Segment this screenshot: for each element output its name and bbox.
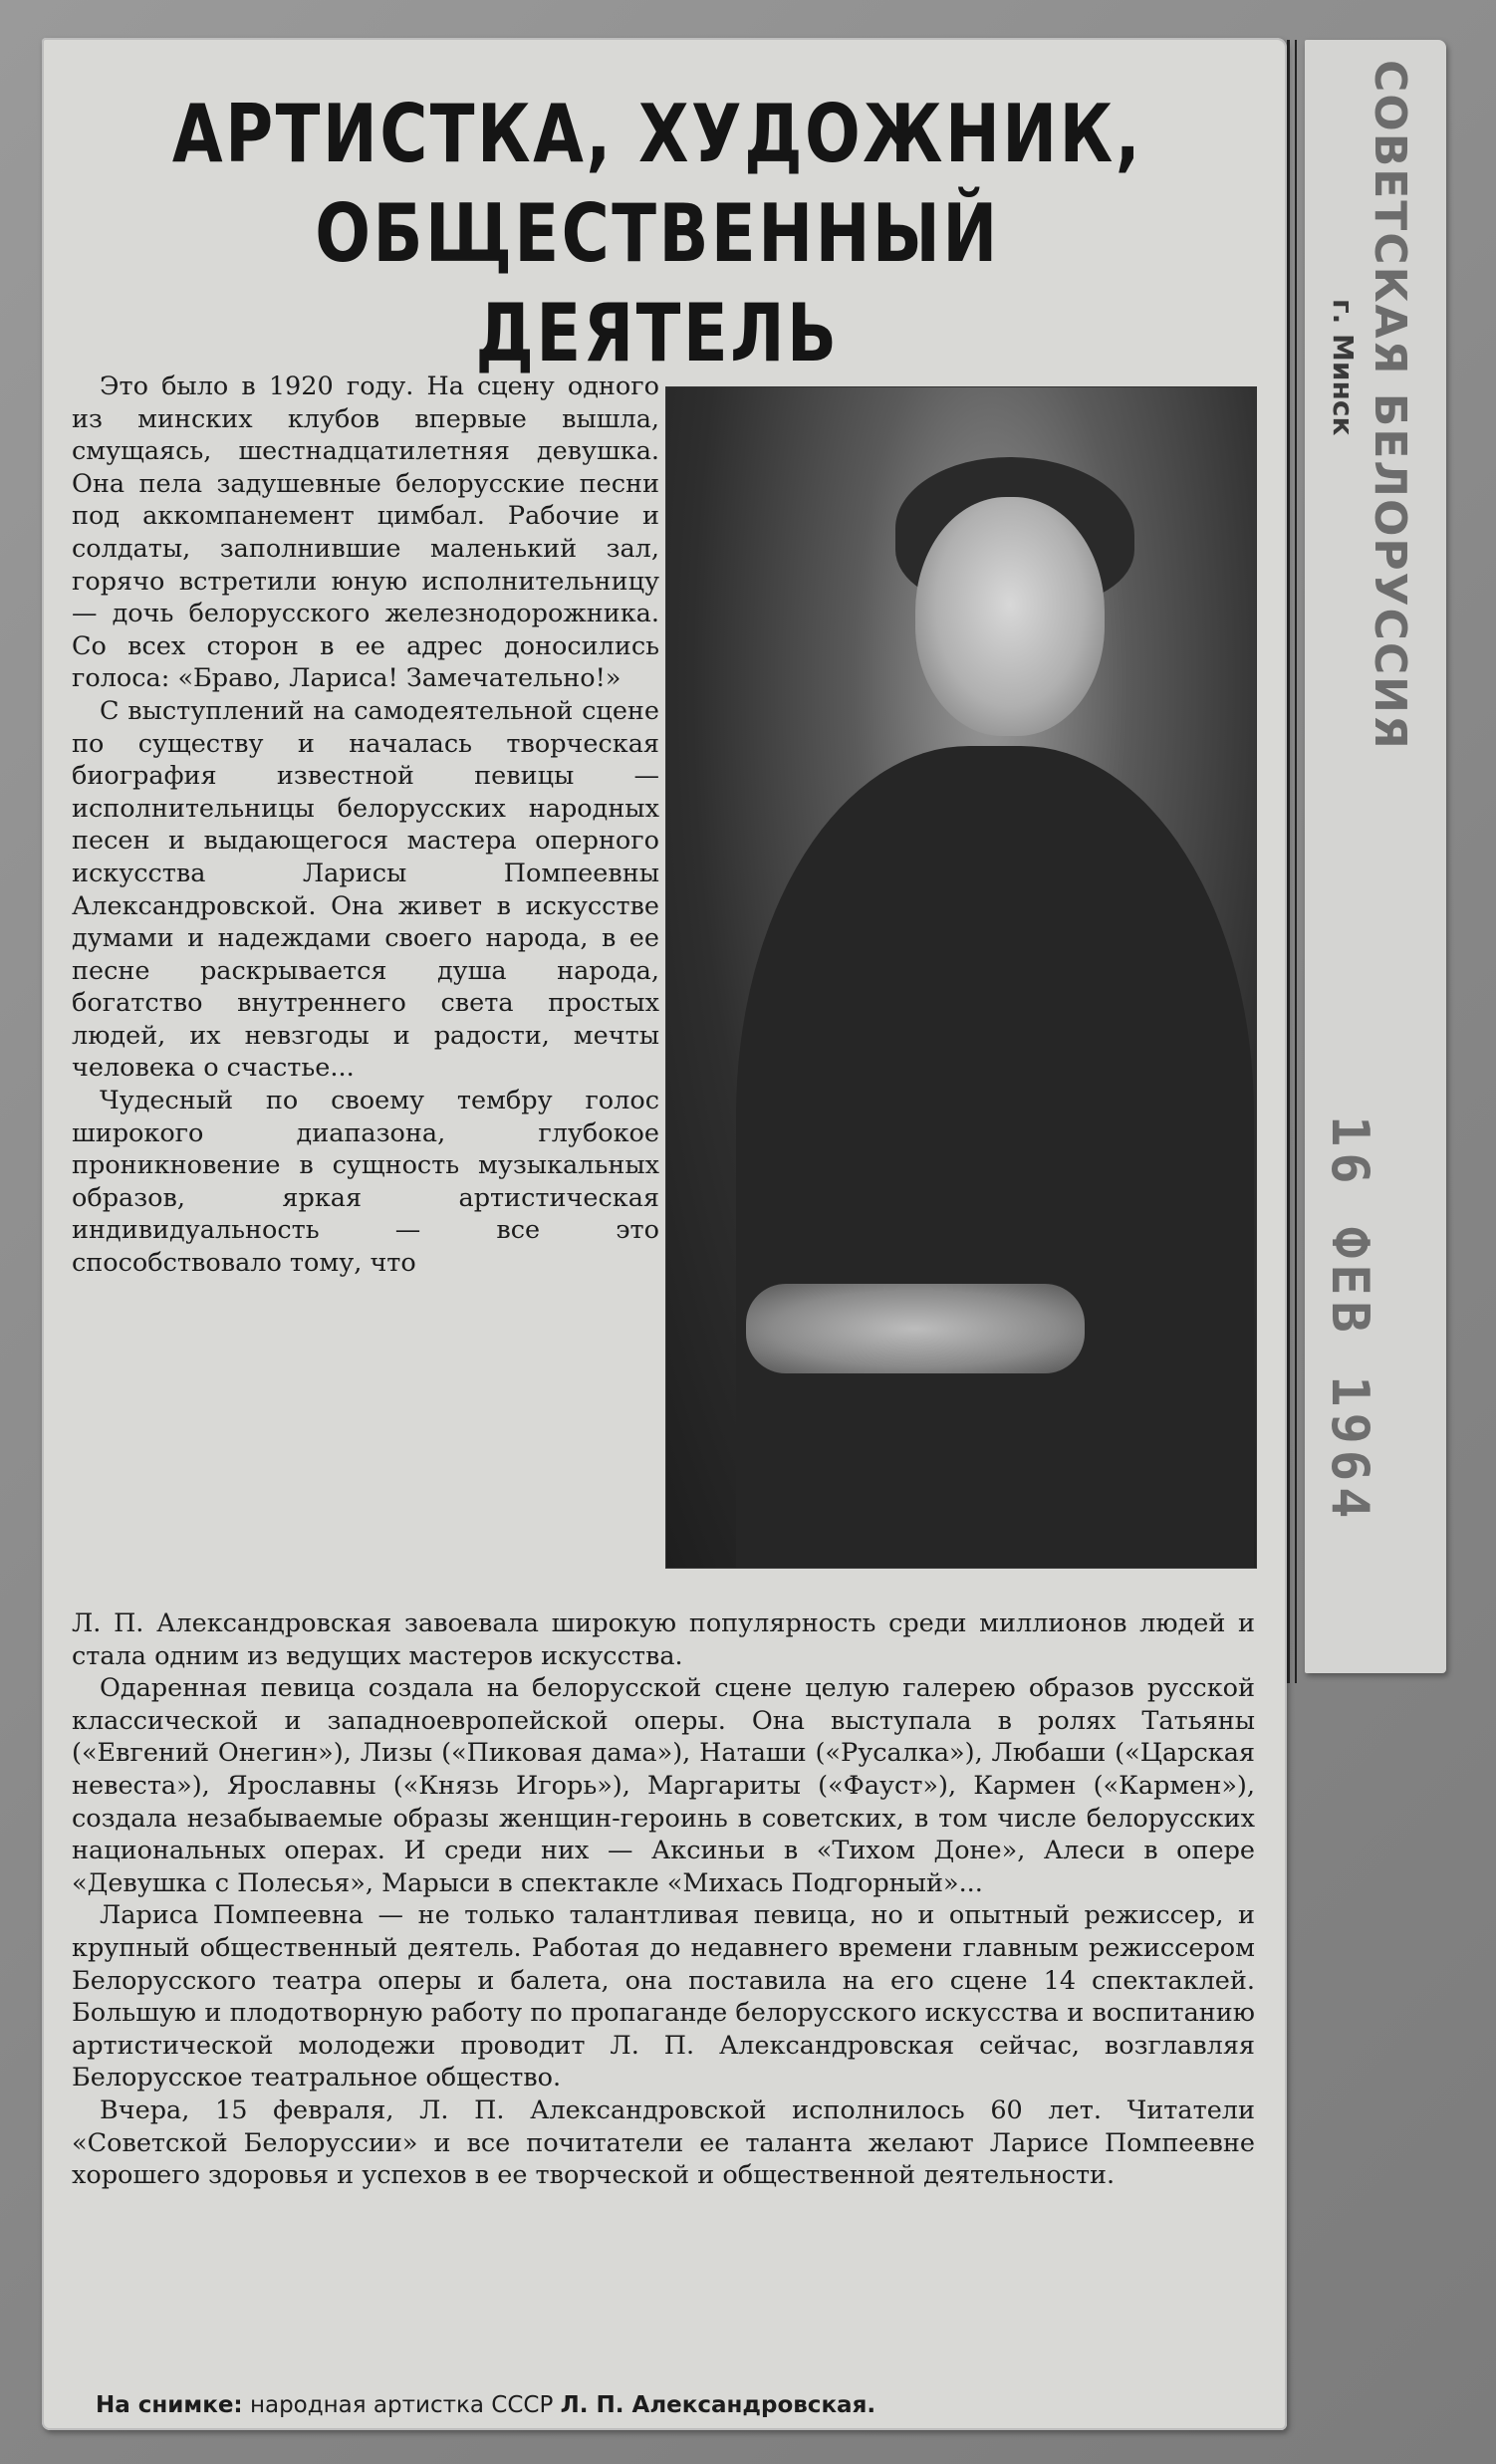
paragraph: Это было в 1920 году. На сцену одного из минских клубов впервые вышла, смущаясь, шестнадцатилетняя девушка. Она пела задушевные белорусские песни под аккомпанемент цимбал. Рабочие и солдаты, заполнившие маленький зал, горячо встретили юную исполнительницу — дочь белорусского железнодорожника. Со всех сторон в ее адрес доносились голоса: «Браво, Лариса! Замечательно!»	[72, 371, 659, 694]
article-headline	[167, 85, 1147, 383]
masthead-fragment: СОВЕТСКАЯ БЕЛОРУССИЯ	[1365, 60, 1415, 751]
paragraph: Вчера, 15 февраля, Л. П. Александровской исполнилось 60 лет. Читатели «Советской Белоруссии» и все почитатели ее таланта желают Ларисе Помпеевне хорошего здоровья и успехов в ее творческой и общественной деятельности.	[72, 2094, 1255, 2191]
paragraph: Л. П. Александровская завоевала широкую популярность среди миллионов людей и стала одним из ведущих мастеров искусства.	[72, 1608, 1255, 1671]
column-rule	[1295, 40, 1297, 1683]
caption-name: Л. П. Александровская.	[560, 2392, 876, 2418]
paragraph: Одаренная певица создала на белорусской сцене целую галерею образов русской классической и западноевропейской оперы. Она выступала в ролях Татьяны («Евгений Онегин»), Лизы («Пиковая дама»), Наташи («Русалка»), Любаши («Царская невеста»), Ярославны («Князь Игорь»), Маргариты («Фауст»), Кармен («Кармен»), создала незабываемые образы женщин-героинь в советских, в том числе белорусских национальных операх. И среди них — Аксиньи в «Тихом Доне», Алеси в опере «Девушка с Полесья», Марыси в спектакле «Михась Подгорный»...	[72, 1673, 1255, 1898]
caption-label: На снимке:	[96, 2392, 243, 2418]
caption-text: народная артистка СССР	[249, 2392, 554, 2418]
portrait-photo	[665, 386, 1257, 1569]
city-label: г. Минск	[1327, 299, 1360, 436]
date-stamp: 16 ФЕВ 1964	[1320, 1115, 1379, 1525]
portrait-hands	[746, 1284, 1085, 1373]
article-column	[72, 370, 659, 1280]
photo-caption	[96, 2392, 1251, 2418]
paragraph: С выступлений на самодеятельной сцене по существу и началась творческая биография известной певицы — исполнительницы белорусских народных песен и выдающегося мастера оперного искусства Ларисы Помпеевны Александровской. Она живет в искусстве думами и надеждами своего народа, в ее песне раскрывается душа народа, богатство внутреннего света простых людей, их невзгоды и радости, мечты человека о счастье...	[72, 695, 659, 1084]
paragraph: Чудесный по своему тембру голос широкого диапазона, глубокое проникновение в сущность музыкальных образов, яркая артистическая индивидуальность — все это способствовало тому, что	[72, 1086, 659, 1279]
portrait-figure	[736, 746, 1254, 1568]
article-body	[72, 1607, 1255, 2192]
headline-line-2: ОБЩЕСТВЕННЫЙ ДЕЯТЕЛЬ	[315, 187, 1000, 379]
column-rule	[1287, 40, 1290, 1683]
portrait-face	[915, 497, 1105, 736]
headline-line-1: АРТИСТКА, ХУДОЖНИК,	[171, 88, 1143, 180]
paragraph: Лариса Помпеевна — не только талантливая певица, но и опытный режиссер, и крупный общественный деятель. Работая до недавнего времени главным режиссером Белорусского театра оперы и балета, она поставила на его сцене 14 спектаклей. Большую и плодотворную работу по пропаганде белорусского искусства и воспитанию артистической молодежи проводит Л. П. Александровская сейчас, возглавляя Белорусское театральное общество.	[72, 1900, 1255, 2094]
